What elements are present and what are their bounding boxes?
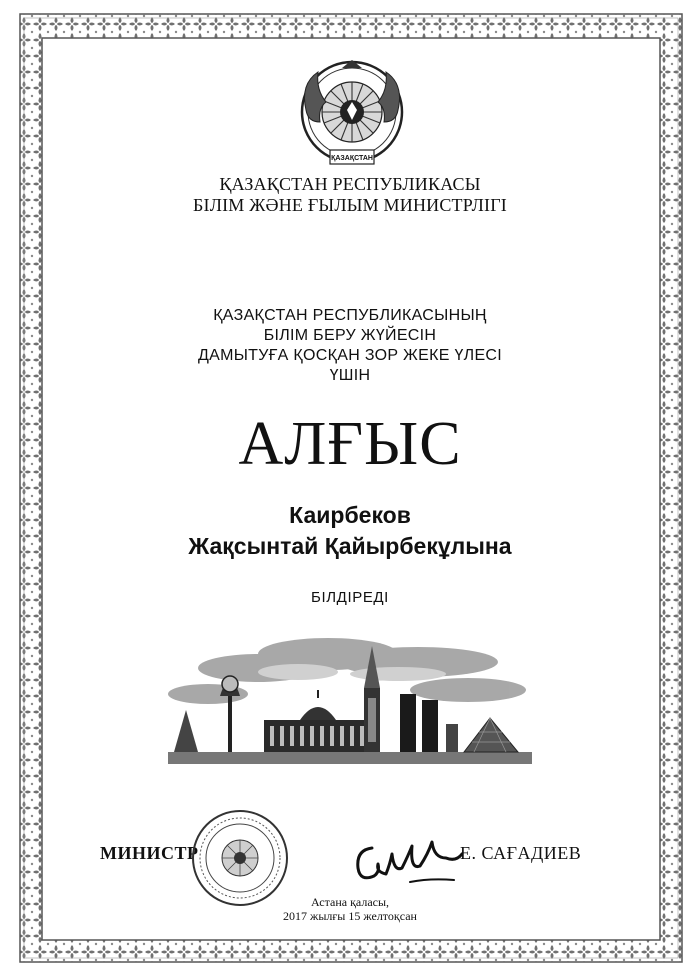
expresses-text: БІЛДІРЕДІ xyxy=(311,589,389,606)
ministry-line-2: БІЛІМ ЖӘНЕ ҒЫЛЫМ МИНИСТРЛІГІ xyxy=(192,195,508,215)
svg-text:ҚАЗАҚСТАН: ҚАЗАҚСТАН xyxy=(331,155,373,162)
place-and-date xyxy=(0,895,700,923)
recipient-name xyxy=(0,500,700,562)
issue-date: 2017 жылғы 15 желтоқсан xyxy=(283,909,417,923)
reason-line-1: ҚАЗАҚСТАН РЕСПУБЛИКАСЫНЫҢ xyxy=(213,307,487,324)
minister-title: МИНИСТР xyxy=(100,843,199,863)
astana-skyline-illustration xyxy=(168,624,532,764)
award-reason xyxy=(0,306,700,386)
official-seal-icon xyxy=(190,808,290,908)
issue-place: Астана қаласы, xyxy=(310,895,390,909)
certificate-title: АЛҒЫС xyxy=(238,410,462,478)
reason-line-2: БІЛІМ БЕРУ ЖҮЙЕСІН xyxy=(263,327,437,344)
ministry-heading xyxy=(0,174,700,216)
reason-line-3: ДАМЫТУҒА ҚОСҚАН ЗОР ЖЕКЕ ҮЛЕСІ xyxy=(197,347,503,364)
reason-line-4: ҮШІН xyxy=(329,367,371,384)
ministry-line-1: ҚАЗАҚСТАН РЕСПУБЛИКАСЫ xyxy=(219,174,481,194)
handwritten-signature xyxy=(350,828,470,892)
minister-name: Е. САҒАДИЕВ xyxy=(460,843,582,863)
state-emblem-icon xyxy=(296,58,408,172)
recipient-surname: Каирбеков xyxy=(289,502,411,528)
recipient-given-names: Жақсынтай Қайырбекұлына xyxy=(188,533,512,559)
